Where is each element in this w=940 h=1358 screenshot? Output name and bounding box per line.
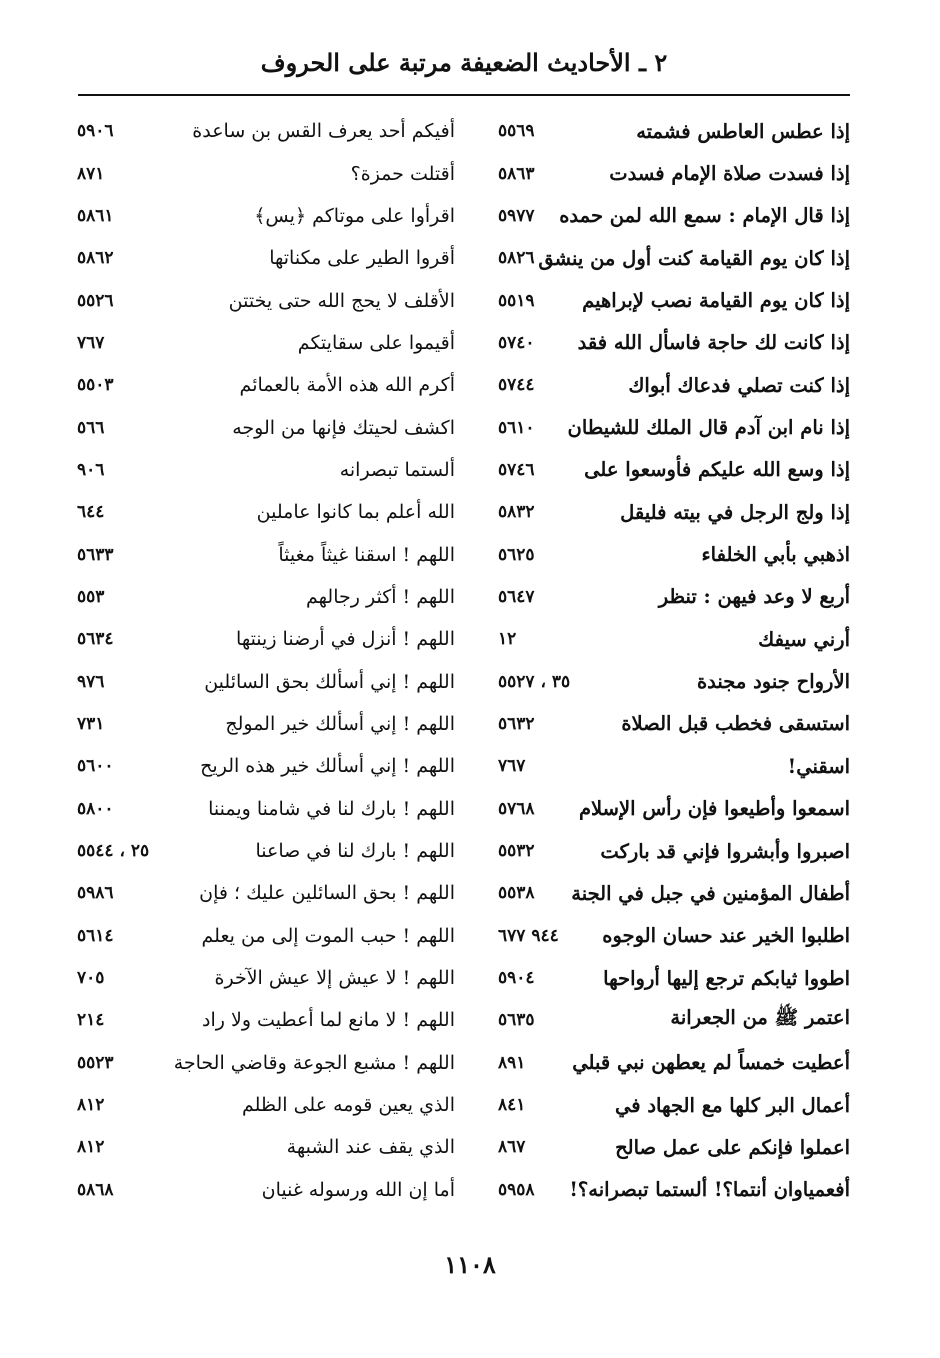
index-entry (77, 449, 455, 491)
index-entry (498, 872, 850, 914)
index-entry (77, 830, 455, 872)
index-column-left (77, 110, 455, 1211)
hadith-number: ٥٥٣٢ (498, 841, 535, 862)
hadith-number: ٥٨٦٣ (498, 163, 535, 184)
hadith-incipit: الذي يعين قومه على الظلم (241, 1094, 455, 1117)
index-entry (498, 1084, 850, 1126)
index-entry (77, 703, 455, 745)
index-entry (498, 322, 850, 364)
hadith-number: ٥٦٣٤ (77, 629, 114, 650)
hadith-incipit: استسقى فخطب قبل الصلاة (621, 712, 850, 736)
index-entry (77, 110, 455, 152)
index-entry (498, 788, 850, 830)
index-entry (77, 660, 455, 702)
index-entry (77, 322, 455, 364)
index-entry (77, 1042, 455, 1084)
hadith-number: ٦٤٤ (77, 502, 105, 523)
hadith-incipit: أكرم الله هذه الأمة بالعمائم (239, 374, 455, 397)
hadith-number: ٥٦٤٧ (498, 586, 535, 607)
hadith-number: ٥٦٦ (77, 417, 105, 438)
hadith-number: ٢٥ ، ٥٥٤٤ (77, 841, 150, 862)
hadith-incipit: إذا وسع الله عليكم فأوسعوا على (584, 458, 850, 482)
hadith-incipit: اللهم ! لا عيش إلا عيش الآخرة (214, 967, 455, 990)
hadith-number: ٥٧٦٨ (498, 798, 535, 819)
hadith-number: ٥٥٦٩ (498, 121, 535, 142)
hadith-incipit: اقرأوا على موتاكم ﴿يس﴾ (254, 204, 455, 227)
index-entry (77, 237, 455, 279)
hadith-incipit: اللهم ! بارك لنا في شامنا ويمننا (208, 797, 455, 820)
hadith-number: ٥٩٠٦ (77, 121, 114, 142)
index-entry (77, 152, 455, 194)
hadith-number: ٢١٤ (77, 1010, 105, 1031)
hadith-number: ٥٩٥٨ (498, 1179, 535, 1200)
hadith-number: ٧٦٧ (77, 332, 105, 353)
index-entry (77, 195, 455, 237)
hadith-number: ٥٧٤٤ (498, 375, 535, 396)
hadith-incipit: إذا قال الإمام : سمع الله لمن حمده (559, 204, 850, 228)
index-entry (498, 237, 850, 279)
hadith-number: ٥٩٧٧ (498, 205, 535, 226)
hadith-incipit: اللهم ! أكثر رجالهم (306, 585, 455, 608)
hadith-incipit: إذا كان يوم القيامة نصب لإبراهيم (582, 289, 850, 313)
index-entry (498, 745, 850, 787)
hadith-incipit: إذا كانت لك حاجة فاسأل الله فقد (577, 331, 850, 355)
hadith-incipit: إذا عطس العاطس فشمته (636, 119, 850, 143)
hadith-number: ٨٧١ (77, 163, 105, 184)
hadith-incipit: اللهم ! إني أسألك خير هذه الريح (200, 755, 455, 778)
hadith-number: ٥٩٨٦ (77, 883, 114, 904)
hadith-number: ٥٩٠٤ (498, 968, 535, 989)
hadith-number: ٥٨٦٨ (77, 1179, 114, 1200)
index-entry (77, 533, 455, 575)
hadith-number: ٨٩١ (498, 1052, 526, 1073)
index-entry (498, 999, 850, 1041)
index-entry (77, 915, 455, 957)
hadith-number: ٧٣١ (77, 713, 105, 734)
hadith-incipit: اطووا ثيابكم ترجع إليها أرواحها (603, 966, 850, 990)
index-entry (498, 279, 850, 321)
hadith-number: ٥٦٣٣ (77, 544, 114, 565)
hadith-incipit: اللهم ! اسقنا غيثاً مغيثاً (278, 543, 455, 566)
hadith-number: ٥٧٤٠ (498, 332, 535, 353)
hadith-number: ٨١٢ (77, 1095, 105, 1116)
hadith-incipit: أرني سيفك (758, 627, 850, 651)
hadith-number: ٥٥٣ (77, 586, 105, 607)
hadith-number: ٥٦٣٥ (498, 1010, 535, 1031)
hadith-number: ٥٨٦٢ (77, 248, 114, 269)
hadith-incipit: اللهم ! حبب الموت إلى من يعلم (201, 924, 455, 947)
page-number: ١١٠٨ (444, 1250, 496, 1279)
hadith-incipit: إذا فسدت صلاة الإمام فسدت (609, 162, 850, 186)
index-entry (77, 364, 455, 406)
index-entry (498, 449, 850, 491)
hadith-incipit: الذي يقف عند الشبهة (286, 1136, 455, 1159)
hadith-number: ٨٤١ (498, 1095, 526, 1116)
page-header (78, 44, 850, 96)
index-entry (498, 830, 850, 872)
hadith-incipit: ألستما تبصرانه (339, 458, 455, 481)
hadith-incipit: أعطيت خمساً لم يعطهن نبي قبلي (572, 1051, 850, 1075)
index-column-right (498, 110, 850, 1211)
index-entry (498, 1169, 850, 1211)
hadith-incipit: اسقني! (787, 754, 850, 778)
index-entry (498, 533, 850, 575)
hadith-incipit: اللهم ! إني أسألك بحق السائلين (204, 670, 455, 693)
index-entry (77, 406, 455, 448)
hadith-number: ٩٤٤ ٦٧٧ (498, 925, 559, 946)
index-entry (77, 1126, 455, 1168)
index-entry (77, 1084, 455, 1126)
hadith-number: ٥٦٢٥ (498, 544, 535, 565)
hadith-number: ٥٥٢٣ (77, 1052, 114, 1073)
index-entry (77, 1169, 455, 1211)
hadith-incipit: أقتلت حمزة؟ (350, 162, 455, 185)
hadith-incipit: اللهم ! بحق السائلين عليك ؛ فإن (199, 882, 455, 905)
hadith-incipit: أفيكم أحد يعرف القس بن ساعدة (192, 120, 455, 143)
hadith-incipit: الله أعلم بما كانوا عاملين (256, 501, 455, 524)
index-entry (498, 195, 850, 237)
index-entry (498, 152, 850, 194)
index-entry (77, 491, 455, 533)
hadith-incipit: إذا ولج الرجل في بيته فليقل (620, 500, 850, 524)
hadith-incipit: اللهم ! بارك لنا في صاعنا (255, 840, 455, 863)
hadith-number: ٥٥٣٨ (498, 883, 535, 904)
index-entry (77, 999, 455, 1041)
hadith-number: ٨٦٧ (498, 1137, 526, 1158)
hadith-incipit: اسمعوا وأطيعوا فإن رأس الإسلام (578, 797, 850, 821)
index-entry (498, 660, 850, 702)
hadith-incipit: اعتمر ﷺ من الجعرانة (670, 1006, 850, 1030)
hadith-number: ٩٠٦ (77, 459, 105, 480)
hadith-number: ٥٦١٤ (77, 925, 114, 946)
hadith-number: ٥٦١٠ (498, 417, 535, 438)
hadith-incipit: إذا نام ابن آدم قال الملك للشيطان (567, 416, 850, 440)
hadith-number: ٨١٢ (77, 1137, 105, 1158)
hadith-incipit: اكشف لحيتك فإنها من الوجه (232, 416, 455, 439)
index-entry (77, 788, 455, 830)
hadith-number: ٥٥١٩ (498, 290, 535, 311)
index-entry (77, 576, 455, 618)
hadith-number: ٥٦٠٠ (77, 756, 114, 777)
hadith-incipit: أقيموا على سقايتكم (297, 331, 455, 354)
index-entry (498, 1042, 850, 1084)
hadith-incipit: أقروا الطير على مكناتها (269, 247, 455, 270)
hadith-incipit: أما إن الله ورسوله غنيان (261, 1178, 455, 1201)
index-entry (77, 957, 455, 999)
hadith-incipit: اصبروا وأبشروا فإني قد باركت (600, 839, 850, 863)
hadith-number: ٥٨٢٦ (498, 248, 535, 269)
index-entry (498, 576, 850, 618)
hadith-number: ٥٥٢٦ (77, 290, 114, 311)
hadith-number: ٥٦٣٢ (498, 713, 535, 734)
hadith-number: ٥٨٣٢ (498, 502, 535, 523)
hadith-incipit: اللهم ! أنزل في أرضنا زينتها (236, 628, 455, 651)
hadith-number: ٥٧٤٦ (498, 459, 535, 480)
hadith-incipit: اللهم ! إني أسألك خير المولج (225, 712, 455, 735)
hadith-incipit: اللهم ! مشبع الجوعة وقاضي الحاجة (173, 1051, 455, 1074)
hadith-incipit: اعملوا فإنكم على عمل صالح (615, 1135, 850, 1159)
hadith-incipit: الأرواح جنود مجندة (696, 670, 850, 694)
page-title: ٢ ـ الأحاديث الضعيفة مرتبة على الحروف (260, 48, 668, 77)
hadith-incipit: الأقلف لا يحج الله حتى يختتن (228, 289, 455, 312)
hadith-number: ٥٥٠٣ (77, 375, 114, 396)
hadith-incipit: أطفال المؤمنين في جبل في الجنة (571, 881, 850, 905)
hadith-number: ٣٥ ، ٥٥٢٧ (498, 671, 571, 692)
index-entry (498, 491, 850, 533)
hadith-incipit: أعمال البر كلها مع الجهاد في (614, 1093, 850, 1117)
index-entry (498, 364, 850, 406)
hadith-incipit: اللهم ! لا مانع لما أعطيت ولا راد (202, 1009, 455, 1032)
index-entry (77, 872, 455, 914)
index-entry (77, 279, 455, 321)
hadith-incipit: إذا كنت تصلي فدعاك أبواك (628, 373, 850, 397)
hadith-incipit: أفعمياوان أنتما؟! ألستما تبصرانه؟! (569, 1178, 850, 1202)
hadith-incipit: أربع لا وعد فيهن : تنظر (658, 585, 850, 609)
index-entry (498, 915, 850, 957)
hadith-number: ٩٧٦ (77, 671, 105, 692)
hadith-incipit: اذهبي بأبي الخلفاء (701, 543, 850, 567)
hadith-incipit: إذا كان يوم القيامة كنت أول من ينشق (538, 246, 850, 270)
hadith-number: ٧٠٥ (77, 968, 105, 989)
index-entry (498, 110, 850, 152)
index-entry (77, 618, 455, 660)
index-entry (77, 745, 455, 787)
hadith-incipit: اطلبوا الخير عند حسان الوجوه (602, 924, 850, 948)
index-entry (498, 703, 850, 745)
index-entry (498, 618, 850, 660)
index-entry (498, 406, 850, 448)
index-entry (498, 957, 850, 999)
hadith-number: ٥٨٠٠ (77, 798, 114, 819)
hadith-number: ٥٨٦١ (77, 205, 114, 226)
hadith-number: ١٢ (498, 629, 517, 650)
index-entry (498, 1126, 850, 1168)
hadith-number: ٧٦٧ (498, 756, 526, 777)
